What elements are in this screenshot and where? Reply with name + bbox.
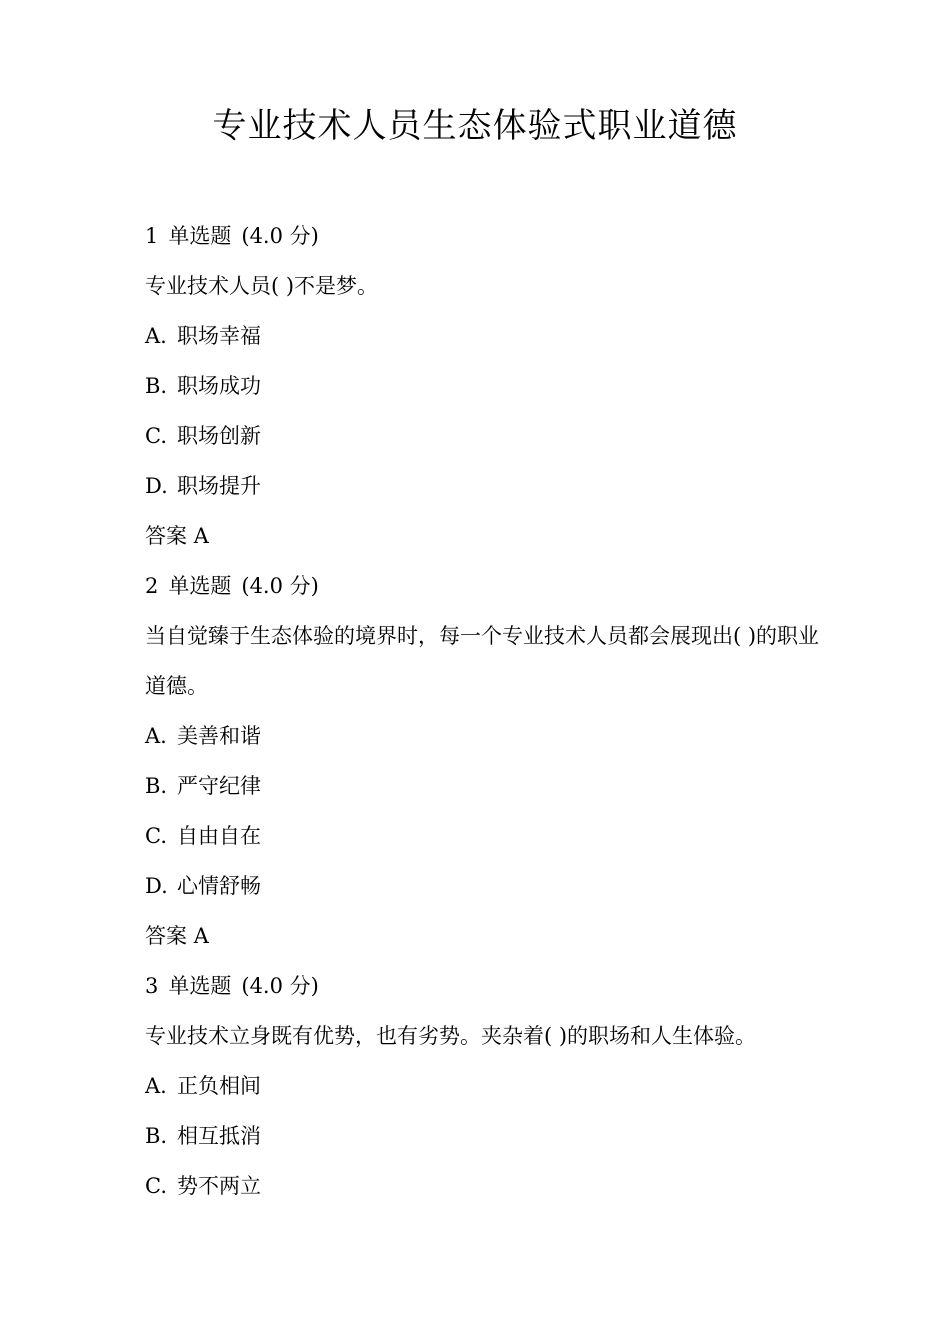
option-letter: A. [145, 1074, 167, 1098]
option-letter: D. [145, 474, 168, 498]
question-score: (4.0 分) [241, 224, 319, 248]
option-letter: C. [145, 824, 167, 848]
question-number: 3 [145, 974, 159, 998]
question-header [145, 561, 825, 611]
option-letter: B. [145, 1124, 168, 1148]
option-letter: A. [145, 724, 167, 748]
option-text: 美善和谐 [177, 724, 261, 748]
option-letter: B. [145, 374, 168, 398]
option-item [145, 1061, 825, 1111]
option-text: 职场幸福 [177, 324, 261, 348]
option-item [145, 761, 825, 811]
option-letter: D. [145, 874, 168, 898]
question-type: 单选题 [168, 224, 232, 248]
option-text: 自由自在 [177, 824, 261, 848]
question-stem: 专业技术立身既有优势，也有劣势。夹杂着( )的职场和人生体验。 [145, 1024, 757, 1048]
question-stem: 专业技术人员( )不是梦。 [145, 274, 379, 298]
question-type: 单选题 [168, 974, 232, 998]
question-score: (4.0 分) [241, 974, 319, 998]
option-item [145, 861, 825, 911]
option-text: 心情舒畅 [177, 874, 261, 898]
option-item [145, 711, 825, 761]
option-text: 正负相间 [177, 1074, 261, 1098]
option-item [145, 461, 825, 511]
option-text: 相互抵消 [177, 1124, 261, 1148]
option-item [145, 361, 825, 411]
option-text: 势不两立 [177, 1174, 261, 1198]
option-item [145, 411, 825, 461]
question-type: 单选题 [168, 574, 232, 598]
option-text: 职场创新 [177, 424, 261, 448]
question-header [145, 961, 825, 1011]
answer-line: 答案 A [145, 524, 209, 548]
option-item [145, 1111, 825, 1161]
option-item [145, 811, 825, 861]
option-text: 职场成功 [177, 374, 261, 398]
option-letter: B. [145, 774, 168, 798]
question-list [145, 211, 825, 1211]
question-header [145, 211, 825, 261]
option-letter: C. [145, 424, 167, 448]
question-stem: 当自觉臻于生态体验的境界时，每一个专业技术人员都会展现出( )的职业道德。 [145, 624, 820, 698]
document-title: 专业技术人员生态体验式职业道德 [212, 106, 738, 146]
option-letter: A. [145, 324, 167, 348]
question-number: 2 [145, 574, 159, 598]
question-number: 1 [145, 224, 159, 248]
option-letter: C. [145, 1174, 167, 1198]
option-text: 职场提升 [177, 474, 261, 498]
option-item [145, 311, 825, 361]
answer-line: 答案 A [145, 924, 209, 948]
option-text: 严守纪律 [177, 774, 261, 798]
option-item [145, 1161, 825, 1211]
question-score: (4.0 分) [241, 574, 319, 598]
